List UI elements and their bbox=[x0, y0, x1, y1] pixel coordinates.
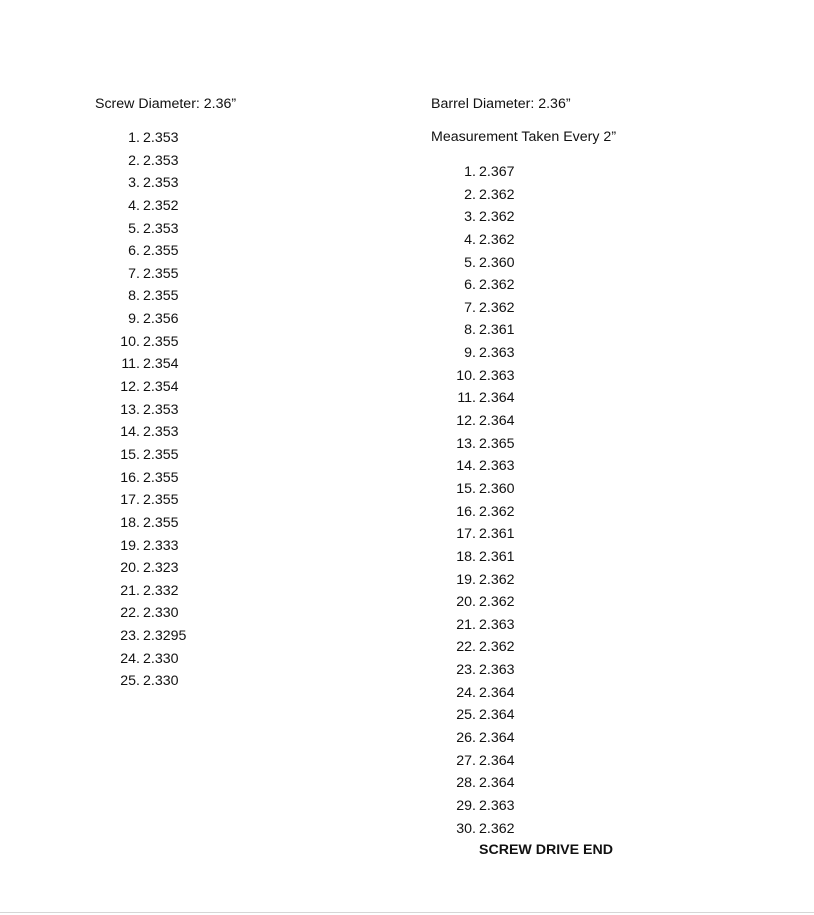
list-item-number: 12. bbox=[120, 379, 140, 396]
list-item-value: 2.367 bbox=[479, 164, 515, 180]
list-item-number: 16. bbox=[120, 469, 140, 486]
list-item-value: 2.355 bbox=[143, 243, 179, 260]
list-item-value: 2.355 bbox=[143, 333, 179, 350]
list-item-value: 2.360 bbox=[479, 480, 515, 497]
list-item-value: 2.362 bbox=[479, 571, 515, 588]
list-item-value: 2.363 bbox=[479, 797, 515, 814]
list-item-number: 20. bbox=[120, 560, 140, 577]
list-item-value: 2.355 bbox=[143, 492, 179, 509]
list-item-number: 14. bbox=[456, 458, 476, 475]
list-item-number: 6. bbox=[464, 277, 476, 294]
list-item-value: 2.353 bbox=[143, 130, 179, 146]
list-item-number: 10. bbox=[120, 333, 140, 350]
barrel-diameter-heading: Barrel Diameter: 2.36” bbox=[431, 96, 571, 112]
list-item-value: 2.362 bbox=[479, 639, 515, 656]
list-item-value: 2.361 bbox=[479, 526, 515, 543]
list-item-number: 8. bbox=[464, 322, 476, 339]
list-item-number: 2. bbox=[464, 186, 476, 203]
list-item-number: 18. bbox=[456, 548, 476, 565]
list-item-value: 2.363 bbox=[479, 345, 515, 362]
list-item-number: 7. bbox=[128, 265, 140, 282]
list-item-number: 22. bbox=[120, 605, 140, 622]
list-item-value: 2.363 bbox=[479, 367, 515, 384]
list-item-number: 13. bbox=[120, 401, 140, 418]
list-item-number: 6. bbox=[128, 243, 140, 260]
screw-drive-end-label: SCREW DRIVE END bbox=[479, 842, 614, 858]
list-item-number: 3. bbox=[464, 209, 476, 226]
screw-diameter-heading: Screw Diameter: 2.36” bbox=[95, 96, 237, 112]
list-item-number: 30. bbox=[456, 820, 476, 837]
list-item-value: 2.354 bbox=[143, 379, 179, 396]
list-item-value: 2.363 bbox=[479, 458, 515, 475]
list-item-value: 2.360 bbox=[479, 254, 515, 271]
list-item-number: 5. bbox=[464, 254, 476, 271]
list-item-value: 2.364 bbox=[479, 775, 515, 792]
list-item-number: 11. bbox=[457, 390, 476, 407]
list-item-number: 20. bbox=[456, 594, 476, 611]
list-item-number: 26. bbox=[456, 730, 476, 747]
list-item-number: 19. bbox=[456, 571, 476, 588]
list-item-number: 27. bbox=[456, 752, 476, 769]
list-item-number: 3. bbox=[128, 175, 140, 192]
list-item-value: 2.355 bbox=[143, 288, 179, 305]
list-item-value: 2.362 bbox=[479, 820, 515, 837]
list-item-number: 14. bbox=[120, 424, 140, 441]
list-item-number: 18. bbox=[120, 514, 140, 531]
list-item-value: 2.364 bbox=[479, 684, 515, 701]
list-item-value: 2.355 bbox=[143, 265, 179, 282]
list-item-number: 1. bbox=[464, 164, 476, 180]
list-item-value: 2.353 bbox=[143, 220, 179, 237]
list-item-value: 2.332 bbox=[143, 582, 179, 599]
list-item-number: 25. bbox=[456, 707, 476, 724]
list-item-value: 2.356 bbox=[143, 311, 179, 328]
list-item-value: 2.361 bbox=[479, 322, 515, 339]
list-item-number: 11. bbox=[121, 356, 140, 373]
list-item-number: 28. bbox=[456, 775, 476, 792]
list-item-number: 23. bbox=[120, 628, 140, 645]
list-item-number: 17. bbox=[456, 526, 476, 543]
list-item-value: 2.362 bbox=[479, 277, 515, 294]
list-item-number: 19. bbox=[120, 537, 140, 554]
list-item-value: 2.362 bbox=[479, 594, 515, 611]
list-item-number: 29. bbox=[456, 797, 476, 814]
list-item-value: 2.362 bbox=[479, 186, 515, 203]
list-item-value: 2.365 bbox=[479, 435, 515, 452]
list-item-value: 2.364 bbox=[479, 730, 515, 747]
list-item-number: 24. bbox=[456, 684, 476, 701]
list-item-value: 2.364 bbox=[479, 390, 515, 407]
list-item-value: 2.330 bbox=[143, 673, 179, 690]
list-item-value: 2.364 bbox=[479, 707, 515, 724]
list-item-number: 7. bbox=[464, 299, 476, 316]
list-item-value: 2.355 bbox=[143, 469, 179, 486]
list-item-number: 24. bbox=[120, 650, 140, 667]
list-item-number: 12. bbox=[456, 413, 476, 430]
list-item-value: 2.362 bbox=[479, 503, 515, 520]
list-item-value: 2.330 bbox=[143, 605, 179, 622]
list-item-number: 2. bbox=[128, 152, 140, 169]
list-item-number: 21. bbox=[456, 616, 476, 633]
list-item-value: 2.354 bbox=[143, 356, 179, 373]
list-item-value: 2.330 bbox=[143, 650, 179, 667]
list-item-value: 2.352 bbox=[143, 197, 179, 214]
list-item-value: 2.364 bbox=[479, 752, 515, 769]
list-item-number: 25. bbox=[120, 673, 140, 690]
list-item-number: 1. bbox=[128, 130, 140, 146]
list-item-value: 2.355 bbox=[143, 514, 179, 531]
list-item-value: 2.361 bbox=[479, 548, 515, 565]
list-item-value: 2.353 bbox=[143, 175, 179, 192]
list-item-value: 2.353 bbox=[143, 401, 179, 418]
list-item-number: 17. bbox=[120, 492, 140, 509]
list-item-value: 2.353 bbox=[143, 152, 179, 169]
list-item-number: 5. bbox=[128, 220, 140, 237]
list-item-number: 23. bbox=[456, 662, 476, 679]
list-item-number: 22. bbox=[456, 639, 476, 656]
list-item-number: 4. bbox=[128, 197, 140, 214]
list-item-value: 2.3295 bbox=[143, 628, 187, 645]
list-item-number: 4. bbox=[464, 231, 476, 248]
list-item-value: 2.353 bbox=[143, 424, 179, 441]
list-item-value: 2.355 bbox=[143, 446, 179, 463]
page-bottom-edge bbox=[0, 912, 814, 913]
list-item-value: 2.333 bbox=[143, 537, 179, 554]
list-item-value: 2.363 bbox=[479, 616, 515, 633]
list-item-value: 2.363 bbox=[479, 662, 515, 679]
list-item-number: 15. bbox=[120, 446, 140, 463]
list-item-value: 2.323 bbox=[143, 560, 179, 577]
list-item-value: 2.364 bbox=[479, 413, 515, 430]
list-item-number: 16. bbox=[456, 503, 476, 520]
list-item-value: 2.362 bbox=[479, 299, 515, 316]
list-item-number: 13. bbox=[456, 435, 476, 452]
list-item-number: 21. bbox=[120, 582, 140, 599]
measurement-interval-note: Measurement Taken Every 2” bbox=[431, 129, 617, 145]
list-item-value: 2.362 bbox=[479, 231, 515, 248]
list-item-number: 9. bbox=[464, 345, 476, 362]
list-item-number: 15. bbox=[456, 480, 476, 497]
list-item-number: 8. bbox=[128, 288, 140, 305]
list-item-number: 9. bbox=[128, 311, 140, 328]
list-item-number: 10. bbox=[456, 367, 476, 384]
list-item-value: 2.362 bbox=[479, 209, 515, 226]
